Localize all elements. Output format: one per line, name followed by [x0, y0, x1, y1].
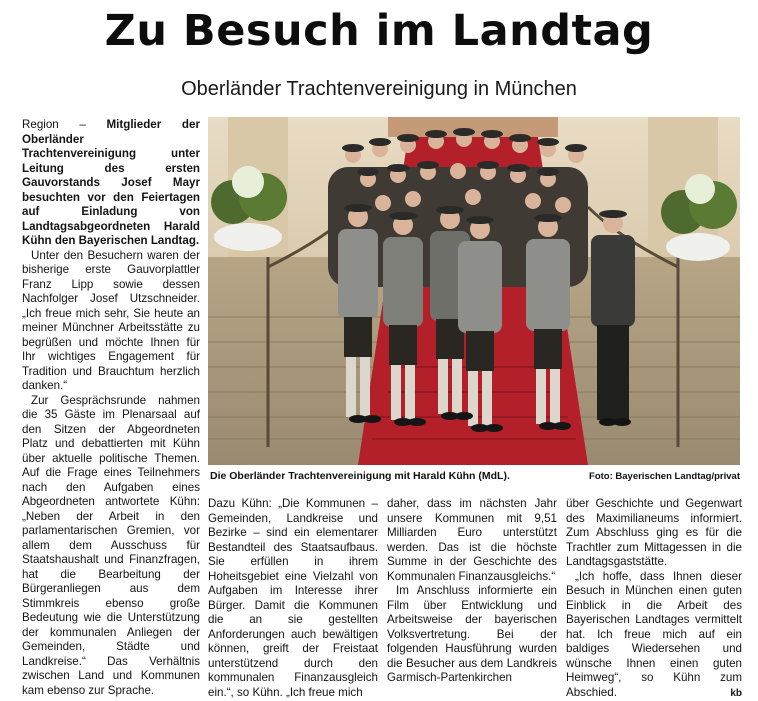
lead-place: Region –: [22, 118, 107, 131]
paragraph-visitors: Unter den Besuchern waren der bisherige erste Gauvorplattler Franz Lipp sowie dessen Nachfolger Josef Utzschneider. „Ich freue mich sehr, Sie heute an meiner Münchner Arbeitsstätte zu begrüßen und möchte Ihnen für Ihr wichtiges Engagement für Tradition und Brauchtum herzlich danken.“: [22, 249, 200, 394]
subheadline: Oberländer Trachtenvereinigung in München: [0, 78, 758, 101]
left-column: [22, 118, 200, 690]
column-2-text: Dazu Kühn: „Die Kommunen – Gemeinden, Landkreise und Bezirke – sind ein elementarer Bestandteil des Staatsaufbaus. Sie erfüllen in ihrem Hoheitsgebiet eine Vielzahl von Aufgaben im Interesse ihrer Bürger. Damit die Kommunen die an sie gestellten Anforderungen auch bewältigen können, greift der Freistaat unterstützend durch den kommunalen Finanzausgleich ein.“, so Kühn. „Ich freue mich: [208, 497, 378, 700]
photo-caption: [208, 470, 740, 486]
column-4-text-b: [566, 570, 742, 701]
column-3: [387, 497, 557, 691]
closing-quote: „Ich hoffe, dass Ihnen dieser Besuch in München einen guten Einblick in die Arbeit des Bayerischen Landtages vermittelt hat. Ich freue mich auf ein baldiges Wiedersehen und wünsche Ihnen einen guten Heimweg“, so Kühn zum Abschied.: [566, 570, 742, 699]
lead-paragraph: [22, 118, 200, 249]
lead-bold: Mitglieder der Oberländer Trachtenvereinigung unter Leitung des ersten Gauvorstands Josef Mayr besuchten vor den Feiertagen auf Einladung von Landtagsabgeordneten Harald Kühn den Bayerischen Landtag.: [22, 118, 200, 247]
column-3-text: daher, dass im nächsten Jahr unsere Kommunen mit 9,51 Milliarden Euro unterstützt werden. Das ist die höchste Summe in der Geschichte des Kommunalen Finanzausgleichs.“: [387, 497, 557, 584]
author-signature: kb: [721, 687, 742, 701]
photo-credit: Foto: Bayerischen Landtag/privat: [589, 471, 740, 482]
group-photo-illustration: [208, 117, 740, 465]
caption-text: Die Oberländer Trachtenvereinigung mit Harald Kühn (MdL).: [210, 470, 510, 482]
column-3-text-b: Im Anschluss informierte ein Film über Entwicklung und Arbeitsweise der bayerischen Volksvertretung. Bei der folgenden Hausführung wurden die Besucher aus dem Landkreis Garmisch-Partenkirchen: [387, 584, 557, 686]
headline: Zu Besuch im Landtag: [0, 6, 758, 56]
group-photo: [208, 117, 740, 465]
paragraph-discussion: Zur Gesprächsrunde nahmen die 35 Gäste im Plenarsaal auf den Sitzen der Abgeordneten Platz und debattierten mit Kühn über aktuelle politische Themen. Auf die Frage eines Teilnehmers nach den Aufgaben eines Abgeordneten antwortete Kühn: „Neben der Arbeit in den parlamentarischen Gremien, vor allem dem Ausschuss für Staatshaushalt und Finanzfragen, hat die Bearbeitung der Bürgeranliegen aus dem Stimmkreis ebenso große Bedeutung wie die Unterstützung der kommunalen Anliegen der Gemeinden, Städte und Landkreise.“ Das Verhältnis zwischen Land und Kommunen kam ebenso zur Sprache.: [22, 394, 200, 699]
column-4-text: über Geschichte und Gegenwart des Maximilianeums informiert. Zum Abschluss ging es für die Trachtler zum Mittagessen in die Landtagsgaststätte.: [566, 497, 742, 570]
column-4: [566, 497, 742, 691]
column-2: [208, 497, 378, 691]
